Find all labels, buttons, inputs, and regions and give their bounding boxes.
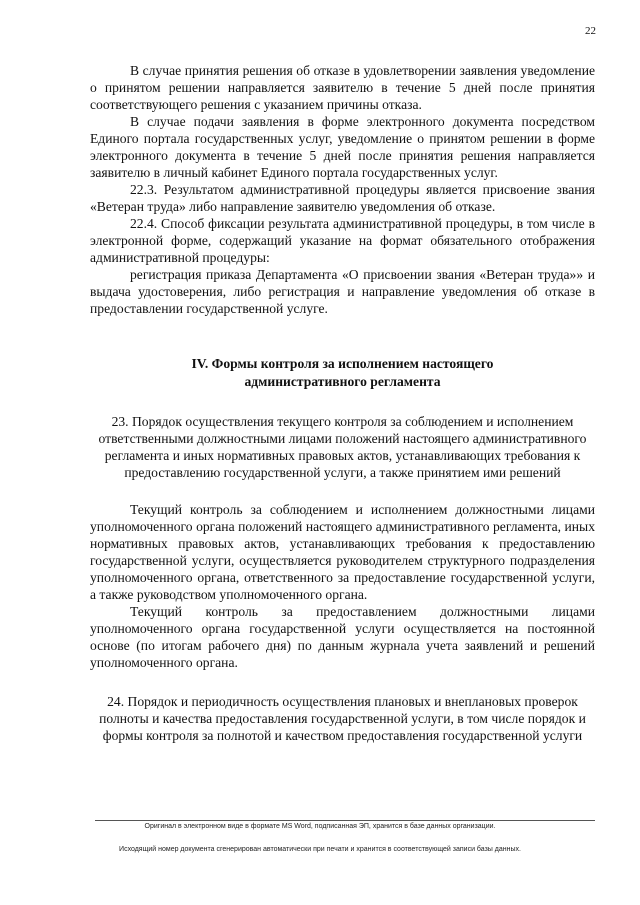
document-body [90,62,595,744]
footer-divider [95,820,595,821]
footer-original-note: Оригинал в электронном виде в формате MS Word, подписанная ЭП, хранится в базе данных организации. [144,823,496,830]
subheading-23: 23. Порядок осуществления текущего контроля за соблюдением и исполнением ответственными должностными лицами положений настоящего административного регламента и иных нормативных правовых актов, устанавливающих требования к предоставлению государственной услуги, а также принятием ими решений [98,414,587,480]
section-title-line1: IV. Формы контроля за исполнением настоящего [191,356,494,371]
paragraph-22-3: 22.3. Результатом административной процедуры является присвоение звания «Ветеран труда» либо направление заявителю уведомления об отказе. [90,182,595,214]
paragraph-electronic-notice: В случае подачи заявления в форме электронного документа посредством Единого портала государственных услуг, уведомление о принятом решении в форме электронного документа в течение 5 дней после принятия решения направляется заявителю в личный кабинет Единого портала государственных услуг. [90,114,595,180]
paragraph-current-control-basis: Текущий контроль за предоставлением должностными лицами уполномоченного органа государственной услуги осуществляется на постоянной основе (по итогам рабочего дня) по данным журнала учета заявлений и решений уполномоченного органа. [90,604,595,670]
paragraph-current-control: Текущий контроль за соблюдением и исполнением должностными лицами уполномоченного органа положений настоящего административного регламента, иных нормативных правовых актов, устанавливающих требования к предоставлению государственной услуги, осуществляется руководителем структурного подразделения уполномоченного органа, ответственного за предоставление государственной услуги, а также руководством уполномоченного органа. [90,502,595,602]
section-title-line2: административного регламента [244,374,441,389]
paragraph-registration: регистрация приказа Департамента «О присвоении звания «Ветеран труда»» и выдача удостоверения, либо регистрация и направление уведомления об отказе в предоставлении государственной услуге. [90,267,595,316]
section-title [90,355,595,391]
page-number: 22 [585,25,596,37]
footer-number-note: Исходящий номер документа сгенерирован автоматически при печати и хранится в соответствующей записи базы данных. [119,846,521,853]
paragraph-refusal-notice: В случае принятия решения об отказе в удовлетворении заявления уведомление о принятом решении направляется заявителю в течение 5 дней после принятия соответствующего решения с указанием причины отказа. [90,63,595,112]
paragraph-22-4: 22.4. Способ фиксации результата административной процедуры, в том числе в электронной форме, содержащий указание на формат обязательного отображения административной процедуры: [90,216,595,265]
subheading-24: 24. Порядок и периодичность осуществления плановых и внеплановых проверок полноты и качества предоставления государственной услуги, в том числе порядок и формы контроля за полнотой и качеством предоставления государственной услуги [99,694,586,743]
